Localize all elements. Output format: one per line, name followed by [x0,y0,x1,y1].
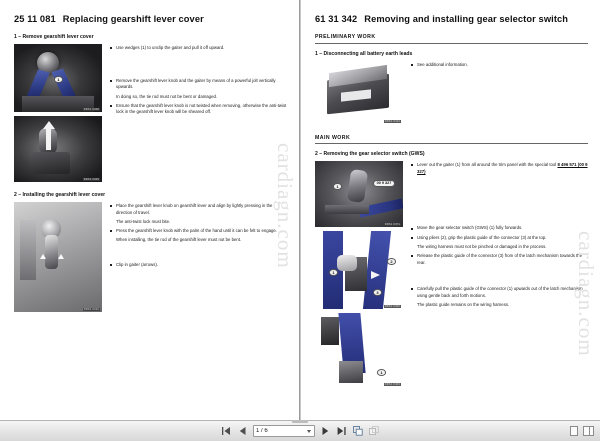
callout-1: 1 [329,269,338,276]
photo-connector-pliers [315,231,403,309]
right-arrow-icon [371,271,380,279]
step-1-bullets [110,45,287,116]
note-item: In doing so, the tie rod must not be bent or damaged. [116,93,218,99]
photo-code: RRS1 0412 [384,120,400,124]
next-page-icon[interactable] [320,425,331,438]
page-title-left-text: Replacing gearshift lever cover [62,14,204,24]
battery-images [315,61,403,129]
previous-page-icon[interactable] [237,425,248,438]
clip-arrow-icon [40,254,46,259]
bullet-item: See additional information. [411,62,588,69]
photo-code: RRS1 0010 [83,307,99,311]
step-heading-remove-cover: 1 – Remove gearshift lever cover [14,34,94,41]
chevron-down-icon[interactable] [307,430,311,433]
note-item: When installing, the tie rod of the gearshift lever must not be bent. [116,237,242,243]
step-block-1 [14,44,287,186]
view-mode-controls [570,426,594,436]
photo-trim-shape [20,220,36,280]
note-item: The anti-twist lock must bite. [116,218,171,224]
bullet-item: Place the gearshift lever knob on gearshift lever and align by lightly pressing in the direction of travel. [110,203,287,216]
callout-2: 2 [387,258,396,265]
step-2-text [110,202,287,316]
callout-1: 1 [333,183,342,190]
callout-1: 1 [377,369,386,376]
last-page-icon[interactable] [336,425,347,438]
photo-console-install [14,202,102,312]
bullet-item: Press the gearshift lever knob with the palm of the hand until it can be felt to engage. [110,228,287,235]
pagination-controls [0,425,600,438]
step-heading-install-cover: 2 – Installing the gearshift lever cover [14,192,106,199]
gws-text [411,161,588,391]
note-item: The wiring harness must not be pinched or damaged in the process. [417,243,547,249]
up-arrow-icon [46,128,51,150]
bullet-text: Lever out the gaiter (1) from all around the trim panel with the special tool [417,162,558,168]
page-number-combobox[interactable] [253,425,315,437]
bullet-item: Remove the gearshift lever knob and the gaiter by means of a powerful jolt vertically upwards. [110,78,287,91]
photo-battery [315,61,403,125]
step-heading-gws: 2 – Removing the gear selector switch (GWS) [315,151,425,158]
photo-gaiter-shape [30,152,70,174]
photo-pull-guide-up [315,313,403,387]
watermark-right: cardiagn.com [574,231,598,357]
battery-text [411,61,588,129]
section-label-main-work: MAIN WORK [315,135,588,145]
gws-images [315,161,403,391]
photo-hand-shape [337,255,357,271]
step-2-images [14,202,102,316]
photo-gearshift-wedges [14,44,102,112]
bullet-item: Clip in gaiter (arrows). [110,262,287,269]
single-page-view-icon[interactable] [570,426,578,436]
special-tool-link[interactable]: 8 496 571 (00 9 327) [417,162,588,174]
bullet-item: Release the plastic guide of the connector (3) from of the latch mechanism towards the rear. [411,253,588,266]
clip-arrow-icon [58,254,64,259]
note-item: The plastic guide remains on the wiring harness. [417,302,510,308]
page-title-left-number: 25 11 081 [14,14,56,24]
photo-code: RRS1 0402 [384,304,400,308]
page-title-left [14,14,287,25]
photo-dark-shape [321,317,339,345]
bullet-item: Using pliers (2), grip the plastic guide of the connector (3) at the top. [411,235,588,242]
section-label-preliminary: PRELIMINARY WORK [315,34,588,44]
photo-gearshift-pull-up [14,116,102,182]
first-page-icon[interactable] [221,425,232,438]
photo-gws-console [315,161,403,227]
page-left [0,0,300,420]
watermark-left: cardiagn.com [273,142,297,269]
photo-code: RRS1 0403 [384,382,400,386]
step-block-gws [315,161,588,391]
callout-1: 1 [54,76,63,83]
step-2-bullets [110,203,287,268]
bullet-item: Use wedges (1) to unclip the gaiter and pull it off upward. [110,45,287,52]
page-title-right [315,14,588,25]
photo-pliers-shape [363,231,391,309]
bullet-item [411,162,588,175]
photo-trim-strip [325,205,369,214]
page-title-right-number: 61 31 342 [315,14,358,24]
photo-gws-lever [347,169,368,203]
step-block-battery [315,61,588,129]
bullet-item: Carefully pull the plastic guide of the connector (1) upwards out of the latch mechanism using gentle back and forth motions. [411,286,588,299]
viewer-toolbar [0,420,600,441]
step-1-images [14,44,102,186]
step-1-text [110,44,287,186]
page-title-right-text: Removing and installing gear selector switch [364,14,569,24]
gws-bullets [411,162,588,309]
photo-connector-shape [339,361,363,383]
callout-3: 3 [373,289,382,296]
battery-bullets [411,62,588,69]
bullet-item: Ensure that the gearshift lever knob is not twisted when removing, otherwise the anti-twist lock in the gearshift lever knob will be sheared off. [110,103,287,116]
step-block-2 [14,202,287,316]
page-number-input[interactable] [256,428,312,434]
step-heading-battery: 1 – Disconnecting all battery earth leads [315,50,413,57]
facing-pages-view-icon[interactable] [583,426,594,436]
photo-code: RRS1 0009 [83,177,99,181]
photo-code: RRS1 0008 [83,107,99,111]
scroll-grip[interactable] [292,420,308,423]
photo-lever-shape [45,235,58,269]
tool-badge: 00 9 327 [373,180,395,187]
add-page-icon[interactable] [368,425,379,438]
duplicate-page-icon[interactable] [352,425,363,438]
bullet-item: Move the gear selector switch (GWS) (1) fully forwards. [411,225,588,232]
page-right [300,0,600,420]
photo-code: RRS1 0371 [384,222,400,226]
